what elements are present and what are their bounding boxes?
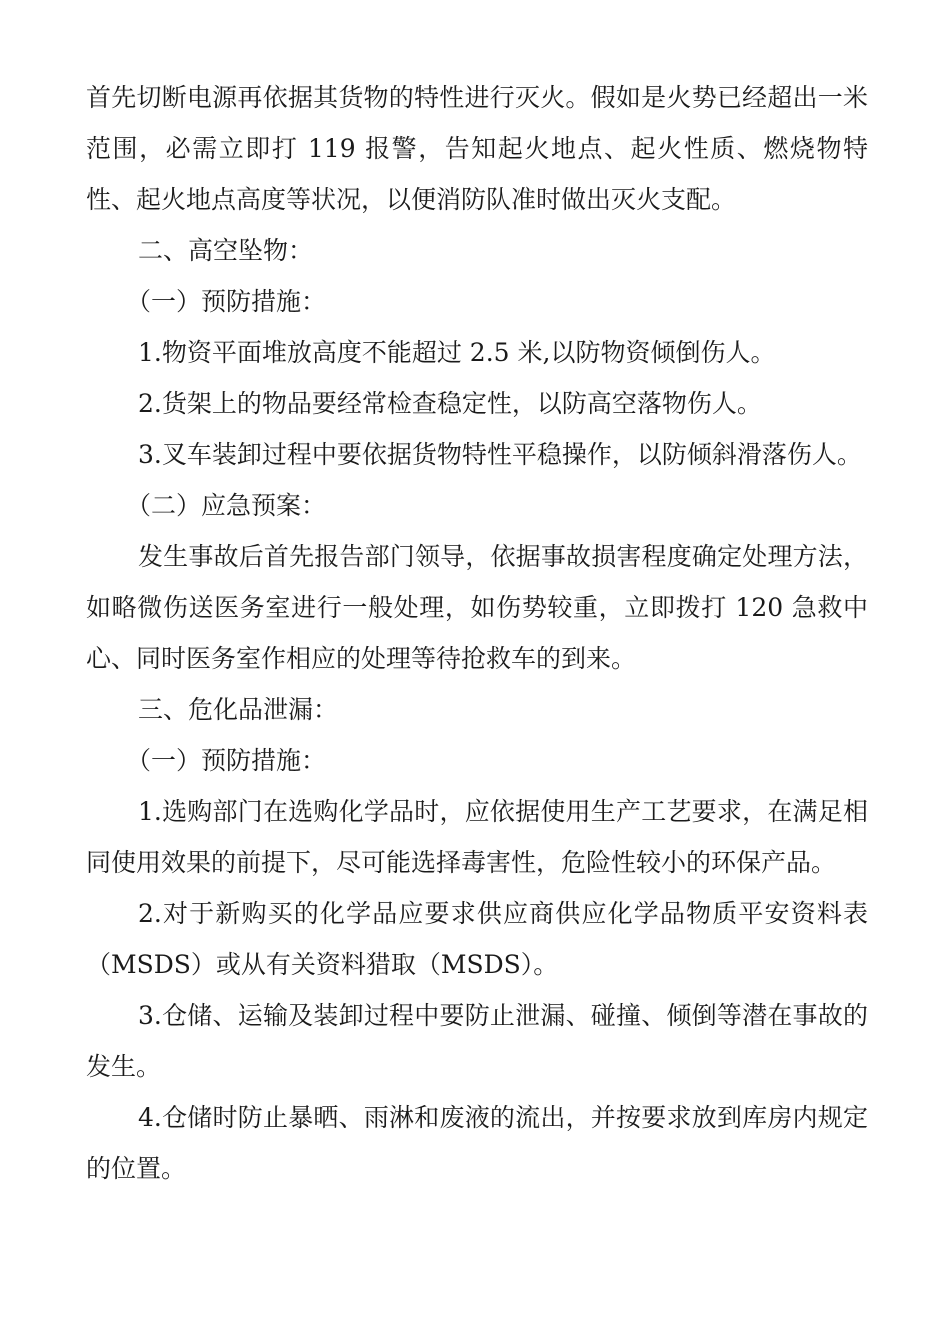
paragraph-emergency-response: 发生事故后首先报告部门领导，依据事故损害程度确定处理方法，如略微伤送医务室进行一般处理，如伤势较重，立即拨打 120 急救中心、同时医务室作相应的处理等待抢救车的到来。 xyxy=(86,542,868,673)
subheading-emergency-plan: （二）应急预案： xyxy=(126,491,327,520)
list-item: 2.对于新购买的化学品应要求供应商供应化学品物质平安资料表（MSDS）或从有关资料猎取（MSDS）。 xyxy=(86,899,868,979)
paragraph-fire-handling: 首先切断电源再依据其货物的特性进行灭火。假如是火势已经超出一米范围，必需立即打 119 报警，告知起火地点、起火性质、燃烧物特性、起火地点高度等状况，以便消防队准时做出灭火支配。 xyxy=(86,83,868,214)
list-item: 1.选购部门在选购化学品时，应依据使用生产工艺要求，在满足相同使用效果的前提下，尽可能选择毒害性，危险性较小的环保产品。 xyxy=(86,797,868,877)
list-item: 2.货架上的物品要经常检查稳定性，以防高空落物伤人。 xyxy=(138,389,762,418)
list-item: 1.物资平面堆放高度不能超过 2.5 米,以防物资倾倒伤人。 xyxy=(138,338,776,367)
section-heading-falling-objects: 二、高空坠物： xyxy=(138,236,314,265)
document-page xyxy=(86,72,868,1194)
subheading-prevention: （一）预防措施： xyxy=(126,746,327,775)
list-item: 4.仓储时防止暴晒、雨淋和废液的流出，并按要求放到库房内规定的位置。 xyxy=(86,1103,868,1183)
section-heading-hazardous-leak: 三、危化品泄漏： xyxy=(138,695,339,724)
list-item: 3.仓储、运输及装卸过程中要防止泄漏、碰撞、倾倒等潜在事故的发生。 xyxy=(86,1001,868,1081)
subheading-prevention: （一）预防措施： xyxy=(126,287,327,316)
list-item: 3.叉车装卸过程中要依据货物特性平稳操作，以防倾斜滑落伤人。 xyxy=(138,440,862,469)
